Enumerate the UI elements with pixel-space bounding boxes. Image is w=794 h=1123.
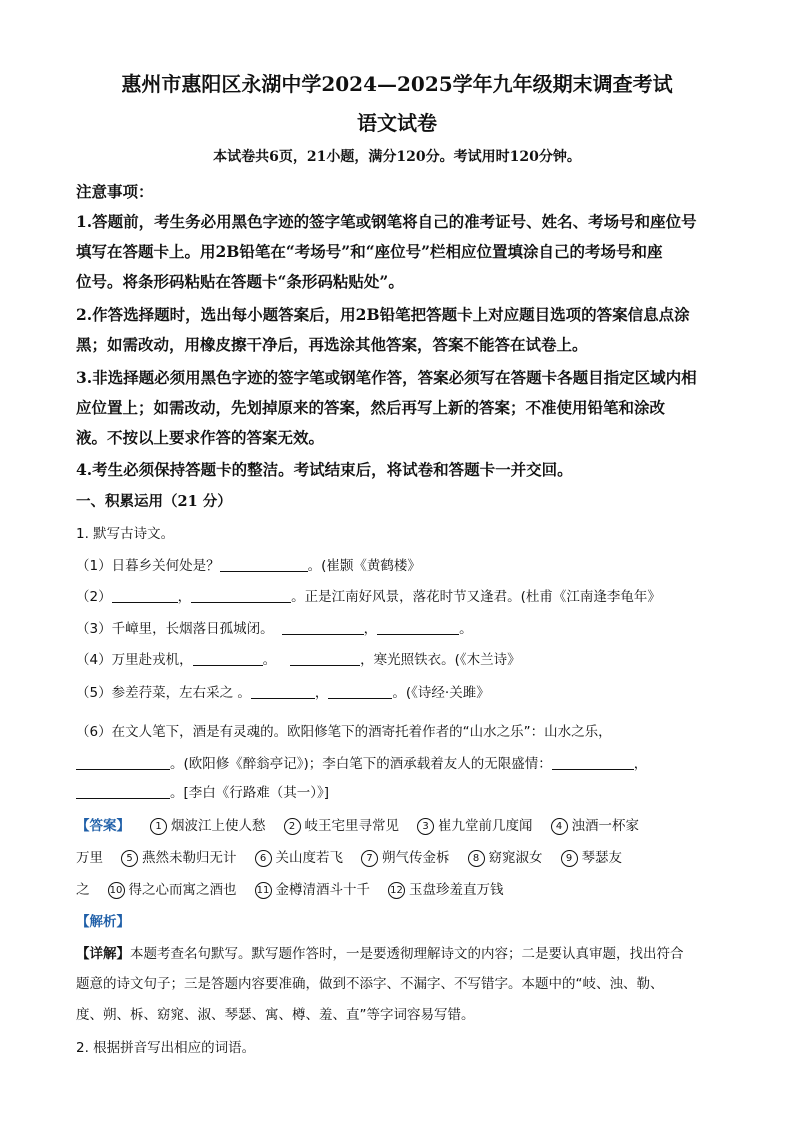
answer-item: 4 浊酒一杯家 <box>551 818 640 834</box>
answer-row-3 <box>76 878 504 899</box>
answer-blank[interactable] <box>220 557 308 572</box>
answer-item: 10 得之心而寓之酒也 <box>108 882 237 898</box>
answer-item: 11 金樽清酒斗十千 <box>255 882 371 898</box>
detail-tag: 【详解】 <box>76 946 130 962</box>
answer-row-2 <box>76 846 622 867</box>
q1-part1 <box>76 554 421 574</box>
answer-item: 6 关山度若飞 <box>255 850 344 866</box>
answer-blank[interactable] <box>377 620 459 635</box>
q1-part5-text: （5）参差荇菜，左右采之 。 <box>76 685 251 701</box>
number-badge: 12 <box>388 882 405 899</box>
analysis-tag: 【解析】 <box>76 914 130 930</box>
answer-blank[interactable] <box>282 620 364 635</box>
answer-continuation: 之 <box>76 882 90 898</box>
exam-title: 惠州市惠阳区永湖中学2024—2025学年九年级期末调查考试 <box>121 72 673 96</box>
number-badge: 4 <box>551 818 568 835</box>
question-stem: 2. 根据拼音写出相应的词语。 <box>76 1040 256 1056</box>
exam-subtitle: 语文试卷 <box>357 111 437 135</box>
answer-blank[interactable] <box>290 651 360 666</box>
q1-part6-text: 。(欧阳修《醉翁亭记》)；李白笔下的酒承载着友人的无限盛情： <box>170 756 552 772</box>
notice-line: 液。不按以上要求作答的答案无效。 <box>76 428 325 447</box>
notice-line: 4.考生必须保持答题卡的整洁。考试结束后，将试卷和答题卡一并交回。 <box>76 460 573 479</box>
answer-item: 1 烟波江上使人愁 <box>150 818 266 834</box>
q1-part5 <box>76 681 490 701</box>
detail-line1: 【详解】本题考查名句默写。默写题作答时，一是要透彻理解诗文的内容；二是要认真审题，找出符合 <box>76 946 684 962</box>
q1-part2-sep: ， <box>177 589 192 605</box>
notice-heading: 注意事项： <box>76 182 154 201</box>
q1-part5-sep: ， <box>314 685 329 701</box>
q1-part1-text: （1）日暮乡关何处是？ <box>76 558 220 574</box>
answer-item: 3 崔九堂前几度闻 <box>417 818 533 834</box>
number-badge: 2 <box>284 818 301 835</box>
q1-part6-line2 <box>76 752 647 772</box>
notice-line: 应位置上；如需改动，先划掉原来的答案，然后再写上新的答案；不准使用铅笔和涂改 <box>76 398 666 417</box>
number-badge: 11 <box>255 882 272 899</box>
number-badge: 5 <box>121 850 138 867</box>
q1-part4 <box>76 648 521 668</box>
answer-item: 12 玉盘珍羞直万钱 <box>388 882 504 898</box>
notice-line: 2.作答选择题时，选出每小题答案后，用2B铅笔把答题卡上对应题目选项的答案信息点涂 <box>76 305 690 324</box>
answer-blank[interactable] <box>76 784 170 799</box>
notice-line: 黑；如需改动，用橡皮擦干净后，再选涂其他答案，答案不能答在试卷上。 <box>76 335 588 354</box>
answer-item: 5 燕然未勒归无计 <box>121 850 237 866</box>
answer-blank[interactable] <box>328 684 392 699</box>
answer-blank[interactable] <box>76 755 170 770</box>
q1-part2 <box>76 585 661 605</box>
number-badge: 8 <box>468 850 485 867</box>
exam-info: 本试卷共6页，21小题，满分120分。考试用时120分钟。 <box>213 149 581 165</box>
q1-part3-end: 。 <box>459 621 473 637</box>
q1-part1-source: 。(崔颢《黄鹤楼》 <box>307 558 421 574</box>
q1-part5-source: 。(《诗经·关雎》 <box>392 685 490 701</box>
q1-part6-line1: （6）在文人笔下，酒是有灵魂的。欧阳修笔下的酒寄托着作者的“山水之乐”：山水之乐， <box>76 724 612 740</box>
number-badge: 9 <box>561 850 578 867</box>
notice-line: 1.答题前，考生务必用黑色字迹的签字笔或钢笔将自己的准考证号、姓名、考场号和座位号 <box>76 212 697 231</box>
answer-blank[interactable] <box>251 684 315 699</box>
answer-blank[interactable] <box>112 588 178 603</box>
number-badge: 7 <box>361 850 378 867</box>
answer-item: 9 琴瑟友 <box>561 850 623 866</box>
q1-part4-text: （4）万里赴戎机， <box>76 652 193 668</box>
detail-line2: 题意的诗文句子；三是答题内容要准确，做到不添字、不漏字、不写错字。本题中的“岐、浊、勒、 <box>76 976 664 992</box>
number-badge: 1 <box>150 818 167 835</box>
answer-item: 7 朔气传金柝 <box>361 850 450 866</box>
section-heading: 一、积累运用（21 分） <box>76 493 232 510</box>
detail-line3: 度、朔、柝、窈窕、淑、琴瑟、寓、樽、羞、直”等字词容易写错。 <box>76 1007 475 1023</box>
q1-part2-label: （2） <box>76 589 112 605</box>
answer-blank[interactable] <box>191 588 291 603</box>
q1-part6-line3 <box>76 781 329 801</box>
answer-row-1 <box>76 814 639 835</box>
q1-part6-sep: ， <box>633 756 648 772</box>
q1-part6-source: 。[李白《行路难（其一）》] <box>170 785 330 801</box>
q1-part3-sep: ， <box>363 621 378 637</box>
answer-item: 2 岐王宅里寻常见 <box>284 818 400 834</box>
question-stem: 1. 默写古诗文。 <box>76 526 175 542</box>
answer-blank[interactable] <box>193 651 263 666</box>
answer-item: 8 窈窕淑女 <box>468 850 543 866</box>
q1-part2-text: 。正是江南好风景，落花时节又逢君。(杜甫《江南逢李龟年》 <box>291 589 661 605</box>
q1-part3-text: （3）千嶂里，长烟落日孤城闭。 <box>76 621 274 637</box>
number-badge: 6 <box>255 850 272 867</box>
number-badge: 10 <box>108 882 125 899</box>
answer-continuation: 万里 <box>76 850 103 866</box>
q1-part4-source: ，寒光照铁衣。(《木兰诗》 <box>360 652 521 668</box>
answer-blank[interactable] <box>552 755 634 770</box>
q1-part4-sep: 。 <box>262 652 277 668</box>
notice-line: 位号。将条形码粘贴在答题卡“条形码粘贴处”。 <box>76 272 404 291</box>
q1-part3 <box>76 617 473 637</box>
notice-line: 填写在答题卡上。用2B铅笔在“考场号”和“座位号”栏相应位置填涂自己的考场号和座 <box>76 242 663 261</box>
notice-line: 3.非选择题必须用黑色字迹的签字笔或钢笔作答，答案必须写在答题卡各题目指定区域内相 <box>76 368 697 387</box>
answer-tag: 【答案】 <box>76 818 130 834</box>
number-badge: 3 <box>417 818 434 835</box>
